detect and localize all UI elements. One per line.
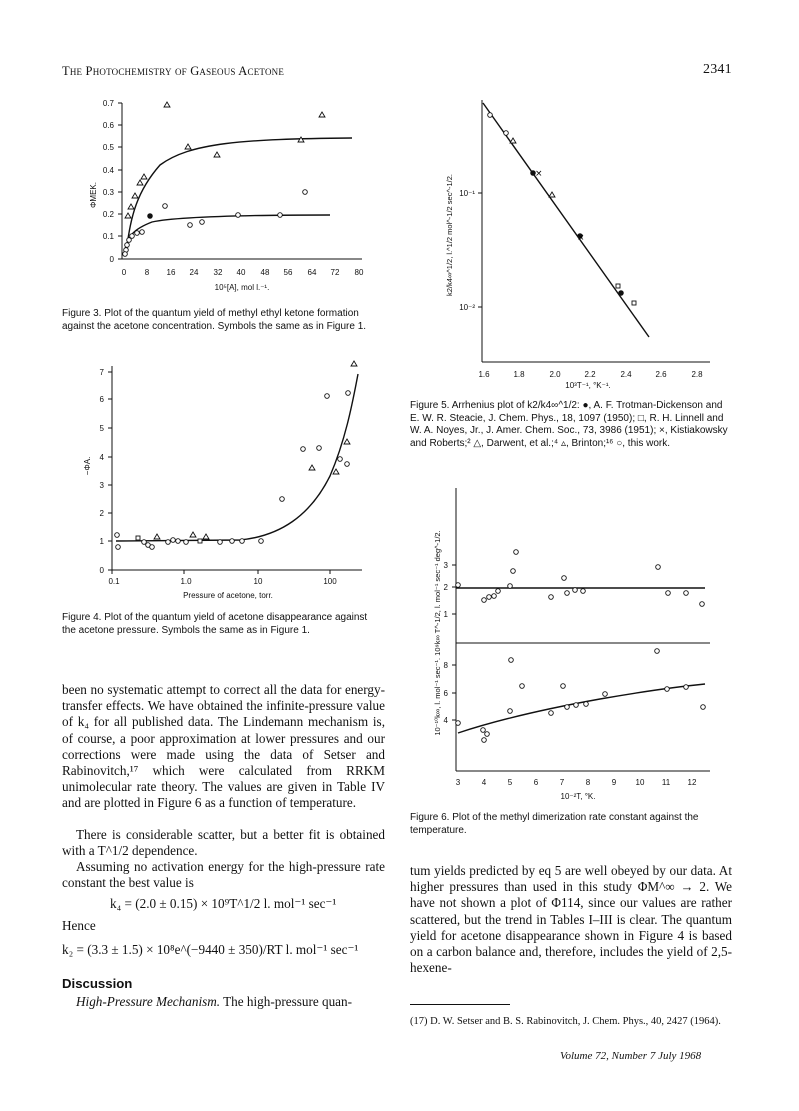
fig3-triangle-point (137, 180, 143, 185)
fig3-circle-point (135, 231, 140, 236)
fig3-circle-point (278, 213, 283, 218)
fig3-circle-point (236, 213, 241, 218)
fig6-circle-point (456, 583, 461, 588)
fig4-triangle-point (154, 534, 160, 539)
fig6-circle-point (456, 721, 461, 726)
fig6-xtick: 9 (611, 778, 617, 787)
fig6-circle-point (508, 584, 513, 589)
fig3-triangle-point (128, 204, 134, 209)
left-paragraph-1: been no systematic attempt to correct all the data for energy-transfer effects. We have obtained the infinite-pressure value of k₄ for all published data. The Lindemann mechanism is, of course, a poor approximation at lower pressures and our corrections were made using the data of Setser and Rabinovitch,¹⁷ which were calculated from RRKM unimolecular rate theory. The values are given in Table IV and are plotted in Figure 6 as a function of temperature. (62, 682, 385, 811)
fig6-xtick: 12 (687, 778, 697, 787)
fig3-lower-curve (124, 215, 330, 253)
fig5-triangle-point (549, 192, 555, 197)
fig4-circle-point (345, 462, 350, 467)
fig6-xlabel: 10⁻²T, °K. (560, 792, 596, 801)
fig4-circle-point (317, 446, 322, 451)
fig3-upper-curve (126, 138, 352, 255)
fig3-circle-point (188, 223, 193, 228)
fig4-triangle-point (351, 361, 357, 366)
left-paragraph-2: There is considerable scatter, but a better fit is obtained with a T^1/2 dependence. (62, 827, 385, 859)
fig3-xtick: 56 (283, 268, 293, 277)
fig3-circle-point (303, 190, 308, 195)
fig4-xtick: 1.0 (180, 577, 192, 586)
fig6-circle-point (549, 595, 554, 600)
fig4-circle-point (116, 545, 121, 550)
fig6-ytick: 1 (443, 610, 448, 619)
fig4-ytick: 4 (99, 453, 104, 462)
fig4-circle-point (142, 540, 147, 545)
fig3-xlabel: 10⁵[A], mol l.⁻¹. (214, 283, 270, 292)
fig6-xtick: 10 (635, 778, 645, 787)
footnote-rule (410, 1004, 510, 1005)
fig4-ytick: 5 (99, 424, 104, 433)
equation-k2: k₂ = (3.3 ± 1.5) × 10⁸e^(−9440 ± 350)/RT l. mol⁻¹ sec⁻¹ (62, 942, 359, 957)
fig6-circle-point (482, 738, 487, 743)
fig4-xticks (108, 570, 337, 586)
fig6-ytick: 4 (443, 716, 448, 725)
fig4-curve (116, 374, 358, 541)
fig3-triangle-point (141, 174, 147, 179)
fig3-ytick: 0.6 (102, 121, 114, 130)
fig4-ytick: 1 (99, 537, 104, 546)
left-paragraph-3: Assuming no activation energy for the high-pressure rate constant the best value is (62, 859, 385, 891)
fig3-ytick: 0.7 (102, 99, 114, 108)
fig5-fit-line (483, 103, 649, 337)
right-paragraph-1: tum yields predicted by eq 5 are well obeyed by our data. At higher pressures than used in this study ΦM^∞ → 2. We have not shown a plot of Φ114, since our values are rather scattered, but the trend in Tables I–III is clear. The quantum yield for acetone disappearance shown in Figure 4 is based on a carbon balance and, therefore, includes the yield of 2,5-hexene- (410, 863, 732, 976)
fig4-circle-point (230, 539, 235, 544)
fig6-xtick: 6 (533, 778, 539, 787)
fig6-circle-point (508, 709, 513, 714)
fig6-circle-point (581, 589, 586, 594)
fig5-xtick: 2.2 (584, 370, 596, 379)
fig3-circle-point (200, 220, 205, 225)
fig4-xtick: 100 (323, 577, 337, 586)
fig4-ytick: 2 (99, 509, 104, 518)
fig3-xtick: 40 (236, 268, 246, 277)
fig5-ytick: 10⁻² (459, 303, 475, 312)
fig4-circle-point (176, 539, 181, 544)
fig6-xticks (456, 778, 697, 787)
fig3-circle-point (163, 204, 168, 209)
figure-6-caption: Figure 6. Plot of the methyl dimerization rate constant against the temperature. (410, 812, 699, 836)
fig5-xtick: 2.6 (655, 370, 667, 379)
figure-4-plot (60, 356, 370, 606)
discussion-heading: Discussion (62, 976, 133, 991)
fig6-ytick: 2 (443, 583, 448, 592)
figure-6-plot (420, 483, 720, 803)
fig6-circle-point (514, 550, 519, 555)
fig3-circle-point (130, 234, 135, 239)
fig4-square-point (136, 536, 140, 540)
fig3-ytick: 0.5 (102, 143, 114, 152)
fig3-ytick: 0.3 (102, 188, 114, 197)
fig3-triangle-point (164, 102, 170, 107)
fig5-ytick: 10⁻¹ (459, 189, 475, 198)
fig6-circle-point (511, 569, 516, 574)
fig3-xtick: 0 (121, 268, 127, 277)
fig6-xtick: 4 (481, 778, 487, 787)
fig6-circle-point (549, 711, 554, 716)
fig4-circle-point (325, 394, 330, 399)
fig6-ytick: 3 (443, 561, 448, 570)
fig6-ytick: 8 (443, 661, 448, 670)
fig4-ytick: 7 (99, 368, 104, 377)
fig6-circle-point (562, 576, 567, 581)
fig4-circle-point (259, 539, 264, 544)
fig3-ytick: 0.2 (102, 210, 114, 219)
fig3-xtick: 48 (260, 268, 270, 277)
fig3-xtick: 16 (166, 268, 176, 277)
figure-5-caption: Figure 5. Arrhenius plot of k2/k4∞^1/2: ●, A. F. Trotman-Dickenson and E. W. R. Steacie, J. Chem. Phys., 18, 1097 (1950); □, R. H. Linnell and W. A. Noyes, Jr., J. Amer. Chem. Soc., 73, 3986 (1951); ×, Kistiakowsky and Roberts;² △, Darwent, et al.;⁴ ▵, Brinton;¹⁶ ○, this work. (410, 400, 728, 449)
fig6-circle-point (482, 598, 487, 603)
fig6-circle-point (561, 684, 566, 689)
fig5-xticks (478, 370, 703, 379)
fig5-cross-point: × (535, 169, 543, 179)
fig4-circle-point (240, 539, 245, 544)
fig5-xtick: 2.0 (549, 370, 561, 379)
fig5-ylabel: k2/k4∞^1/2, l.^1/2 mol^-1/2 sec^-1/2. (445, 174, 454, 296)
fig4-circle-point (218, 540, 223, 545)
fig5-xtick: 1.8 (513, 370, 525, 379)
fig5-xtick: 1.6 (478, 370, 490, 379)
figure-5-plot (420, 95, 720, 390)
fig6-circle-point (520, 684, 525, 689)
fig4-triangle-point (190, 532, 196, 537)
fig3-xtick: 32 (213, 268, 223, 277)
fig4-ylabel: −ΦA. (83, 456, 92, 476)
fig5-circle-point (504, 131, 509, 136)
fig5-filled-point (619, 291, 624, 296)
fig3-triangle-point (125, 213, 131, 218)
fig6-circle-point (666, 591, 671, 596)
fig3-circle-point (123, 252, 128, 257)
fig6-circle-point (487, 595, 492, 600)
fig3-filled-point (148, 214, 153, 219)
fig4-triangle-point (333, 469, 339, 474)
fig6-circle-point (492, 594, 497, 599)
fig5-triangle-point (510, 138, 516, 143)
fig4-square-point (198, 539, 202, 543)
fig4-triangle-point (344, 439, 350, 444)
fig6-ytick: 6 (443, 689, 448, 698)
fig6-circle-point (655, 649, 660, 654)
fig5-square-point (616, 284, 620, 288)
fig6-circle-point (573, 588, 578, 593)
hence-text: Hence (62, 918, 96, 933)
fig3-yticks (103, 99, 122, 264)
fig6-circle-point (665, 687, 670, 692)
figure-4-caption: Figure 4. Plot of the quantum yield of acetone disappearance against the acetone pressure. Symbols the same as in Figure 1. (62, 612, 368, 636)
fig4-circle-point (301, 447, 306, 452)
fig3-triangle-point (214, 152, 220, 157)
fig3-ylabel: ΦMEK. (89, 182, 98, 208)
fig3-xticks (122, 268, 364, 277)
journal-footer: Volume 72, Number 7 July 1968 (560, 1050, 702, 1062)
equation-k4: k₄ = (2.0 ± 0.15) × 10⁹T^1/2 l. mol⁻¹ sec⁻¹ (110, 896, 337, 911)
fig6-circle-point (684, 591, 689, 596)
fig3-xtick: 80 (354, 268, 364, 277)
fig6-circle-point (485, 732, 490, 737)
fig3-xtick: 8 (144, 268, 150, 277)
fig4-circle-point (150, 545, 155, 550)
fig5-xlabel: 10³T⁻¹, °K⁻¹. (565, 381, 611, 390)
fig6-xtick: 11 (661, 778, 671, 787)
fig5-square-point (632, 301, 636, 305)
fig4-circle-point (166, 540, 171, 545)
fig3-xtick: 64 (307, 268, 317, 277)
fig4-ytick: 3 (99, 481, 104, 490)
fig5-xtick: 2.4 (620, 370, 632, 379)
fig6-circle-point (565, 591, 570, 596)
fig6-circle-point (700, 602, 705, 607)
fig6-circle-point (684, 685, 689, 690)
fig6-circle-point (603, 692, 608, 697)
fig6-circle-point (496, 589, 501, 594)
fig4-circle-point (184, 540, 189, 545)
fig4-triangle-point (309, 465, 315, 470)
fig4-yticks (100, 368, 112, 575)
fig4-circle-point (346, 391, 351, 396)
fig3-circle-point (125, 243, 130, 248)
fig4-ytick: 6 (99, 395, 104, 404)
subheading: High-Pressure Mechanism. (76, 994, 221, 1009)
paragraph-start: The high-pressure quan- (223, 994, 353, 1009)
fig3-ytick: 0.4 (102, 166, 114, 175)
fig4-circle-point (338, 457, 343, 462)
fig6-xtick: 8 (585, 778, 591, 787)
fig6-circle-point (481, 728, 486, 733)
running-title: The Photochemistry of Gaseous Acetone (62, 64, 285, 78)
fig4-xtick: 0.1 (108, 577, 120, 586)
fig4-xtick: 10 (253, 577, 263, 586)
fig3-circle-point (127, 238, 132, 243)
fig6-circle-point (574, 703, 579, 708)
figure-3-plot (60, 95, 370, 305)
fig3-circle-point (140, 230, 145, 235)
fig3-xtick: 72 (330, 268, 340, 277)
fig6-circle-point (584, 702, 589, 707)
fig3-triangle-point (185, 144, 191, 149)
fig3-triangle-point (132, 193, 138, 198)
fig3-xtick: 24 (189, 268, 199, 277)
fig4-triangle-point (203, 534, 209, 539)
fig6-circle-point (509, 658, 514, 663)
fig6-circle-point (656, 565, 661, 570)
page-number: 2341 (703, 62, 732, 77)
fig3-triangle-point (319, 112, 325, 117)
fig4-circle-point (280, 497, 285, 502)
fig6-circle-point (701, 705, 706, 710)
figure-3-caption: Figure 3. Plot of the quantum yield of methyl ethyl ketone formation against the acetone concentration. Symbols the same as in Figure 1. (62, 308, 367, 332)
fig5-cross-point: × (577, 233, 585, 243)
footnote-17: (17) D. W. Setser and B. S. Rabinovitch, J. Chem. Phys., 40, 2427 (1964). (410, 1016, 721, 1027)
fig4-circle-point (171, 538, 176, 543)
fig6-xtick: 7 (559, 778, 565, 787)
high-pressure-paragraph (62, 994, 392, 1010)
fig6-xtick: 3 (455, 778, 461, 787)
fig6-circle-point (565, 705, 570, 710)
fig3-ytick: 0.1 (102, 232, 114, 241)
fig5-xtick: 2.8 (691, 370, 703, 379)
fig6-ylabel: 10⁻¹⁰k∞, l. mol⁻¹ sec⁻¹. 10⁹k∞ T^-1/2, l. mol⁻¹ sec⁻¹ deg^-1/2. (433, 530, 442, 736)
fig4-circle-point (115, 533, 120, 538)
fig3-ytick: 0 (109, 255, 114, 264)
fig6-xtick: 5 (507, 778, 513, 787)
fig5-circle-point (488, 113, 493, 118)
fig4-xlabel: Pressure of acetone, torr. (183, 591, 273, 600)
fig4-ytick: 0 (99, 566, 104, 575)
